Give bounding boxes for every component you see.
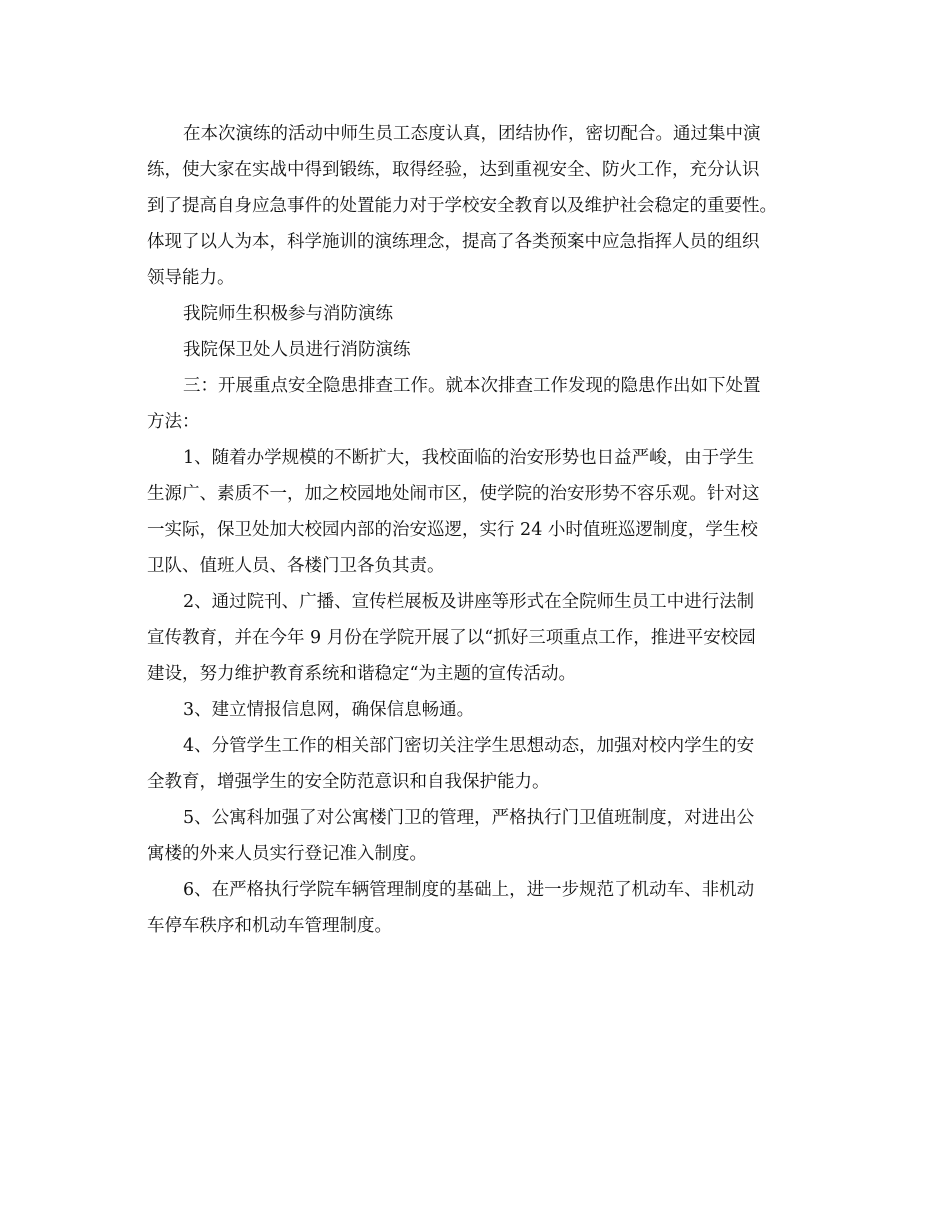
document-body (147, 116, 817, 944)
text-line: 建设，努力维护教育系统和谐稳定“为主题的宣传活动。 (147, 664, 576, 684)
text-line: 宣传教育，并在今年 9 月份在学院开展了以“抓好三项重点工作，推进平安校园 (147, 628, 756, 648)
text-line: 车停车秩序和机动车管理制度。 (147, 916, 392, 936)
text-line: 4、分管学生工作的相关部门密切关注学生思想动态，加强对校内学生的安 (183, 736, 755, 756)
text-line: 我院师生积极参与消防演练 (183, 304, 393, 324)
text-line: 全教育，增强学生的安全防范意识和自我保护能力。 (147, 772, 550, 792)
text-line: 三：开展重点安全隐患排查工作。就本次排查工作发现的隐患作出如下处置 (183, 376, 761, 396)
text-line: 6、在严格执行学院车辆管理制度的基础上，进一步规范了机动车、非机动 (183, 880, 755, 900)
text-line: 卫队、值班人员、各楼门卫各负其责。 (147, 556, 445, 576)
text-line: 练，使大家在实战中得到锻练，取得经验，达到重视安全、防火工作，充分认识 (147, 160, 760, 180)
text-line: 到了提高自身应急事件的处置能力对于学校安全教育以及维护社会稳定的重要性。 (147, 196, 777, 216)
text-line: 寓楼的外来人员实行登记准入制度。 (147, 844, 427, 864)
text-line: 生源广、素质不一，加之校园地处闹市区，使学院的治安形势不容乐观。针对这 (147, 484, 760, 504)
text-line: 一实际，保卫处加大校园内部的治安巡逻，实行 24 小时值班巡逻制度，学生校 (147, 520, 758, 540)
text-line: 5、公寓科加强了对公寓楼门卫的管理，严格执行门卫值班制度，对进出公 (183, 808, 755, 828)
text-line: 领导能力。 (147, 268, 235, 288)
text-line: 1、随着办学规模的不断扩大，我校面临的治安形势也日益严峻，由于学生 (183, 448, 755, 468)
text-line: 我院保卫处人员进行消防演练 (183, 340, 411, 360)
text-line: 3、建立情报信息网，确保信息畅通。 (183, 700, 475, 720)
text-line: 2、通过院刊、广播、宣传栏展板及讲座等形式在全院师生员工中进行法制 (183, 592, 755, 612)
text-line: 方法： (147, 412, 200, 432)
text-line: 体现了以人为本，科学施训的演练理念，提高了各类预案中应急指挥人员的组织 (147, 232, 760, 252)
text-line: 在本次演练的活动中师生员工态度认真，团结协作，密切配合。通过集中演 (183, 124, 761, 144)
